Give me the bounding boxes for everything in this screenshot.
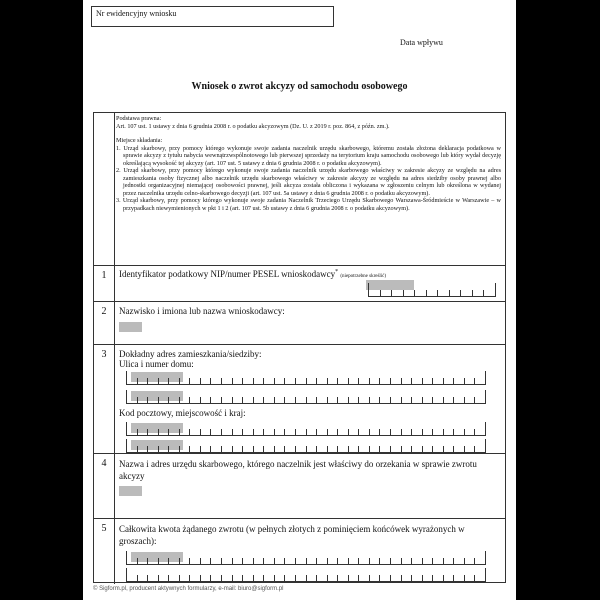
grid-tick (306, 397, 307, 403)
grid-tick (390, 429, 391, 435)
grid-tick (337, 558, 338, 564)
grid-tick (474, 575, 475, 581)
grid-tick (453, 575, 454, 581)
grid-tick (464, 378, 465, 384)
grid-tick (390, 397, 391, 403)
asterisk: * (335, 269, 339, 275)
grid-tick (358, 378, 359, 384)
grid-tick (422, 378, 423, 384)
grid-tick (200, 575, 201, 581)
grid-tick (179, 378, 180, 384)
grid-tick (295, 378, 296, 384)
grid-tick (306, 575, 307, 581)
grid-tick (168, 575, 169, 581)
grid-tick (253, 558, 254, 564)
section-number: 4 (94, 454, 115, 518)
grid-tick (316, 446, 317, 452)
grid-tick (242, 558, 243, 564)
grid-tick (316, 378, 317, 384)
grid-tick (379, 575, 380, 581)
grid-tick (189, 446, 190, 452)
section-3-row (94, 344, 505, 453)
grid-tick (200, 558, 201, 564)
grid-tick (358, 429, 359, 435)
grid-tick (189, 558, 190, 564)
grid-tick (210, 397, 211, 403)
grid-tick (274, 446, 275, 452)
grid-tick (263, 397, 264, 403)
grid-tick (221, 558, 222, 564)
grid-tick (274, 397, 275, 403)
grid-tick (432, 558, 433, 564)
grid-tick (242, 378, 243, 384)
grid-tick (485, 422, 486, 435)
grid-tick (189, 575, 190, 581)
grid-tick (369, 429, 370, 435)
grid-tick (443, 575, 444, 581)
grid-tick (422, 575, 423, 581)
grid-tick (358, 446, 359, 452)
grid-tick (253, 378, 254, 384)
grid-tick (179, 429, 180, 435)
grid-tick (348, 378, 349, 384)
grid-tick (432, 429, 433, 435)
grid-tick (483, 290, 484, 296)
grid-tick (449, 290, 450, 296)
grid-tick (485, 390, 486, 403)
evidence-number-label: Nr ewidencyjny wniosku (96, 9, 177, 18)
grid-tick (168, 397, 169, 403)
grid-tick (210, 378, 211, 384)
section-2-row (94, 301, 505, 344)
grid-tick (221, 446, 222, 452)
form-page (83, 0, 516, 600)
grid-tick (158, 575, 159, 581)
grid-tick (369, 397, 370, 403)
grid-tick (232, 446, 233, 452)
grid-tick (179, 446, 180, 452)
grid-tick (369, 378, 370, 384)
legal-number-cell (94, 113, 115, 265)
grid-tick (284, 558, 285, 564)
grid-tick (263, 558, 264, 564)
grid-tick (221, 429, 222, 435)
grid-tick (253, 446, 254, 452)
grid-tick (368, 283, 369, 296)
grid-tick (284, 575, 285, 581)
grid-tick (137, 397, 138, 403)
street-input-grid-1[interactable] (126, 370, 486, 385)
grid-tick (432, 575, 433, 581)
grid-tick (432, 446, 433, 452)
grid-tick (411, 429, 412, 435)
grid-tick (263, 429, 264, 435)
grid-tick (485, 551, 486, 564)
legal-basis-title: Podstawa prawna: (116, 115, 162, 122)
grid-tick (126, 422, 127, 435)
grid-tick (474, 558, 475, 564)
place-title: Miejsce składania: (116, 137, 163, 144)
nip-input-grid[interactable] (368, 282, 496, 297)
grid-tick (411, 558, 412, 564)
grid-tick (414, 290, 415, 296)
grid-tick (485, 371, 486, 384)
grid-tick (443, 558, 444, 564)
grid-tick (306, 429, 307, 435)
grid-tick (147, 446, 148, 452)
grid-tick (284, 446, 285, 452)
grid-tick (337, 378, 338, 384)
section-4-row (94, 453, 505, 518)
grid-tick (137, 575, 138, 581)
grid-tick (453, 558, 454, 564)
section-3-label: Dokładny adres zamieszkania/siedziby: (119, 349, 262, 359)
grid-tick (348, 575, 349, 581)
grid-tick (401, 378, 402, 384)
grid-tick (242, 429, 243, 435)
grid-tick (411, 446, 412, 452)
grid-tick (158, 397, 159, 403)
grid-tick (253, 575, 254, 581)
grid-tick (464, 446, 465, 452)
grid-tick (411, 397, 412, 403)
grid-tick (474, 397, 475, 403)
section-number: 2 (94, 302, 115, 344)
grid-tick (274, 558, 275, 564)
grid-tick (126, 551, 127, 564)
grid-tick (422, 429, 423, 435)
grid-tick (453, 378, 454, 384)
grid-tick (464, 575, 465, 581)
grid-tick (200, 378, 201, 384)
grid-tick (390, 558, 391, 564)
grid-tick (210, 446, 211, 452)
grid-tick (168, 446, 169, 452)
grid-tick (327, 378, 328, 384)
grid-tick (147, 558, 148, 564)
grid-tick (464, 397, 465, 403)
section-1-note: (niepotrzebne skreślić) (340, 274, 387, 279)
grid-tick (337, 575, 338, 581)
place-list (116, 145, 501, 213)
grid-tick (179, 397, 180, 403)
amount-input-grid-1[interactable] (126, 550, 486, 565)
street-label: Ulica i numer domu: (119, 359, 194, 369)
grid-tick (295, 397, 296, 403)
grid-tick (401, 446, 402, 452)
grid-tick (358, 575, 359, 581)
grid-tick (221, 378, 222, 384)
footer-credit: © Sigform.pl, producent aktywnych formularzy, e-mail: biuro@sigform.pl (93, 586, 284, 592)
grid-tick (189, 378, 190, 384)
evidence-number-box[interactable] (91, 6, 334, 27)
grid-tick (432, 378, 433, 384)
grid-tick (126, 568, 127, 581)
grid-tick (263, 378, 264, 384)
grid-tick (137, 429, 138, 435)
grid-tick (437, 290, 438, 296)
grid-tick (284, 397, 285, 403)
grid-tick (379, 446, 380, 452)
grid-tick (274, 378, 275, 384)
grid-tick (137, 446, 138, 452)
grid-tick (295, 558, 296, 564)
legal-basis-text: Art. 107 ust. 1 ustawy z dnia 6 grudnia 2008 r. o podatku akcyzowym (Dz. U. z 2019 r. poz. 864, z późn. zm.). (116, 122, 390, 130)
section-1-label (119, 269, 386, 279)
grid-tick (147, 397, 148, 403)
grid-tick (316, 558, 317, 564)
grid-tick (232, 397, 233, 403)
grid-tick (422, 446, 423, 452)
grid-tick (253, 429, 254, 435)
grid-tick (401, 558, 402, 564)
grid-tick (358, 558, 359, 564)
amount-input-grid-2[interactable] (126, 567, 486, 582)
grid-tick (147, 575, 148, 581)
grid-tick (327, 429, 328, 435)
grid-tick (369, 558, 370, 564)
grid-tick (147, 378, 148, 384)
form-title: Wniosek o zwrot akcyzy od samochodu osobowego (191, 81, 408, 92)
grid-tick (306, 378, 307, 384)
grid-tick (168, 558, 169, 564)
place-item: 3. Urząd skarbowy, przy pomocy którego wykonuje swoje zadania Naczelnik Trzeciego Urzędu Skarbowego Warszawa-Śródmieście w Warszawie – w przypadkach niewymienionych w pkt 1 i 2 (art. 107 ust. 5b ustawy z dnia 6 grudnia 2008 r. o podatku akcyzowym). (116, 197, 501, 212)
grid-tick (474, 429, 475, 435)
grid-tick (263, 575, 264, 581)
section-1-row (94, 265, 505, 301)
grid-tick (316, 397, 317, 403)
grid-tick (327, 397, 328, 403)
grid-tick (306, 558, 307, 564)
section-5-row (94, 518, 505, 584)
grid-tick (200, 446, 201, 452)
grid-tick (232, 575, 233, 581)
tax-office-value-field[interactable] (119, 486, 142, 496)
grid-tick (327, 575, 328, 581)
grid-tick (422, 558, 423, 564)
grid-tick (306, 446, 307, 452)
section-2-label: Nazwisko i imiona lub nazwa wnioskodawcy: (119, 306, 285, 316)
grid-tick (263, 446, 264, 452)
postal-label: Kod pocztowy, miejscowość i kraj: (119, 408, 246, 418)
form-table (93, 112, 506, 583)
grid-tick (253, 397, 254, 403)
grid-tick (443, 429, 444, 435)
grid-tick (474, 378, 475, 384)
section-number: 3 (94, 345, 115, 453)
grid-tick (348, 558, 349, 564)
street-input-grid-2[interactable] (126, 389, 486, 404)
grid-tick (210, 558, 211, 564)
grid-tick (369, 575, 370, 581)
grid-tick (158, 429, 159, 435)
grid-tick (284, 429, 285, 435)
grid-tick (126, 390, 127, 403)
section-5-label: Całkowita kwota żądanego zwrotu (w pełnych złotych z pominięciem końcówek wyrażonych w groszach): (119, 524, 465, 546)
date-received-label: Data wpływu (400, 38, 443, 47)
grid-tick (401, 575, 402, 581)
grid-tick (426, 290, 427, 296)
grid-tick (221, 575, 222, 581)
grid-tick (232, 378, 233, 384)
grid-tick (210, 429, 211, 435)
grid-tick (380, 290, 381, 296)
place-item: 1. Urząd skarbowy, przy pomocy którego wykonuje swoje zadania naczelnik urzędu skarbowego, któremu została złożona deklaracja podatkowa w sprawie akcyzy z tytułu nabycia wewnątrzwspólnotowego lub pierwszej sprzedaży na terytorium kraju samochodu osobowego lub który wydał decyzję określającą wysokość tej akcyzy (art. 107 ust. 5 ustawy z dnia 6 grudnia 2008 r. o podatku akcyzowym). (116, 144, 501, 167)
grid-tick (390, 575, 391, 581)
grid-tick (390, 378, 391, 384)
grid-tick (189, 397, 190, 403)
grid-tick (295, 429, 296, 435)
grid-tick (403, 290, 404, 296)
grid-tick (316, 575, 317, 581)
grid-tick (295, 446, 296, 452)
grid-tick (242, 575, 243, 581)
section-4-label: Nazwa i adres urzędu skarbowego, którego naczelnik jest właściwy do orzekania w sprawie zwrotu akcyzy (119, 459, 477, 481)
grid-tick (453, 446, 454, 452)
postal-input-grid-1[interactable] (126, 421, 486, 436)
grid-tick (327, 558, 328, 564)
grid-tick (369, 446, 370, 452)
grid-tick (337, 429, 338, 435)
grid-tick (168, 378, 169, 384)
grid-tick (274, 575, 275, 581)
grid-tick (474, 446, 475, 452)
grid-tick (379, 378, 380, 384)
grid-tick (242, 446, 243, 452)
grid-tick (460, 290, 461, 296)
grid-tick (232, 429, 233, 435)
grid-tick (443, 446, 444, 452)
grid-tick (137, 378, 138, 384)
grid-tick (337, 397, 338, 403)
grid-tick (495, 283, 496, 296)
grid-tick (158, 378, 159, 384)
grid-tick (210, 575, 211, 581)
grid-tick (401, 429, 402, 435)
grid-tick (379, 558, 380, 564)
grid-tick (284, 378, 285, 384)
grid-tick (401, 397, 402, 403)
grid-tick (327, 446, 328, 452)
grid-tick (242, 397, 243, 403)
grid-tick (464, 558, 465, 564)
postal-input-grid-2[interactable] (126, 438, 486, 453)
grid-tick (453, 397, 454, 403)
grid-tick (464, 429, 465, 435)
grid-tick (147, 429, 148, 435)
grid-tick (295, 575, 296, 581)
grid-tick (126, 439, 127, 452)
grid-tick (137, 558, 138, 564)
grid-tick (126, 371, 127, 384)
grid-tick (390, 446, 391, 452)
grid-tick (432, 397, 433, 403)
grid-tick (422, 397, 423, 403)
grid-tick (274, 429, 275, 435)
grid-tick (443, 378, 444, 384)
section-number: 1 (94, 266, 115, 301)
grid-tick (232, 558, 233, 564)
section-1-text: Identyfikator podatkowy NIP/numer PESEL wnioskodawcy (119, 269, 336, 279)
grid-tick (316, 429, 317, 435)
grid-tick (472, 290, 473, 296)
grid-tick (179, 575, 180, 581)
grid-tick (411, 575, 412, 581)
place-item: 2. Urząd skarbowy, przy pomocy którego wykonuje swoje zadania naczelnik urzędu skarbowego właściwy w zakresie akcyzy ze względu na adres zamieszkania osoby fizycznej albo naczelnik urzędu skarbowego właściwy w zakresie akcyzy ze względu na adres siedziby osoby prawnej albo jednostki organizacyjnej niemającej osobowości prawnej, jeśli akcyza została obliczona i wykazana w zgłoszeniu celnym lub określona w wydanej przez naczelnika urzędu celno-skarbowego decyzji (art. 107 ust. 5a ustawy z dnia 6 grudnia 2008 r. o podatku akcyzowym). (116, 167, 501, 197)
grid-tick (200, 429, 201, 435)
grid-tick (168, 429, 169, 435)
name-value-field[interactable] (119, 322, 142, 332)
section-number: 5 (94, 519, 115, 584)
grid-tick (443, 397, 444, 403)
grid-tick (348, 397, 349, 403)
grid-tick (189, 429, 190, 435)
grid-tick (485, 439, 486, 452)
grid-tick (200, 397, 201, 403)
grid-tick (391, 290, 392, 296)
grid-tick (158, 446, 159, 452)
grid-tick (485, 568, 486, 581)
grid-tick (158, 558, 159, 564)
legal-basis-row (94, 113, 505, 265)
grid-tick (379, 397, 380, 403)
grid-tick (358, 397, 359, 403)
grid-tick (179, 558, 180, 564)
grid-tick (411, 378, 412, 384)
grid-tick (337, 446, 338, 452)
grid-tick (348, 446, 349, 452)
grid-tick (453, 429, 454, 435)
grid-tick (348, 429, 349, 435)
grid-tick (379, 429, 380, 435)
grid-tick (221, 397, 222, 403)
